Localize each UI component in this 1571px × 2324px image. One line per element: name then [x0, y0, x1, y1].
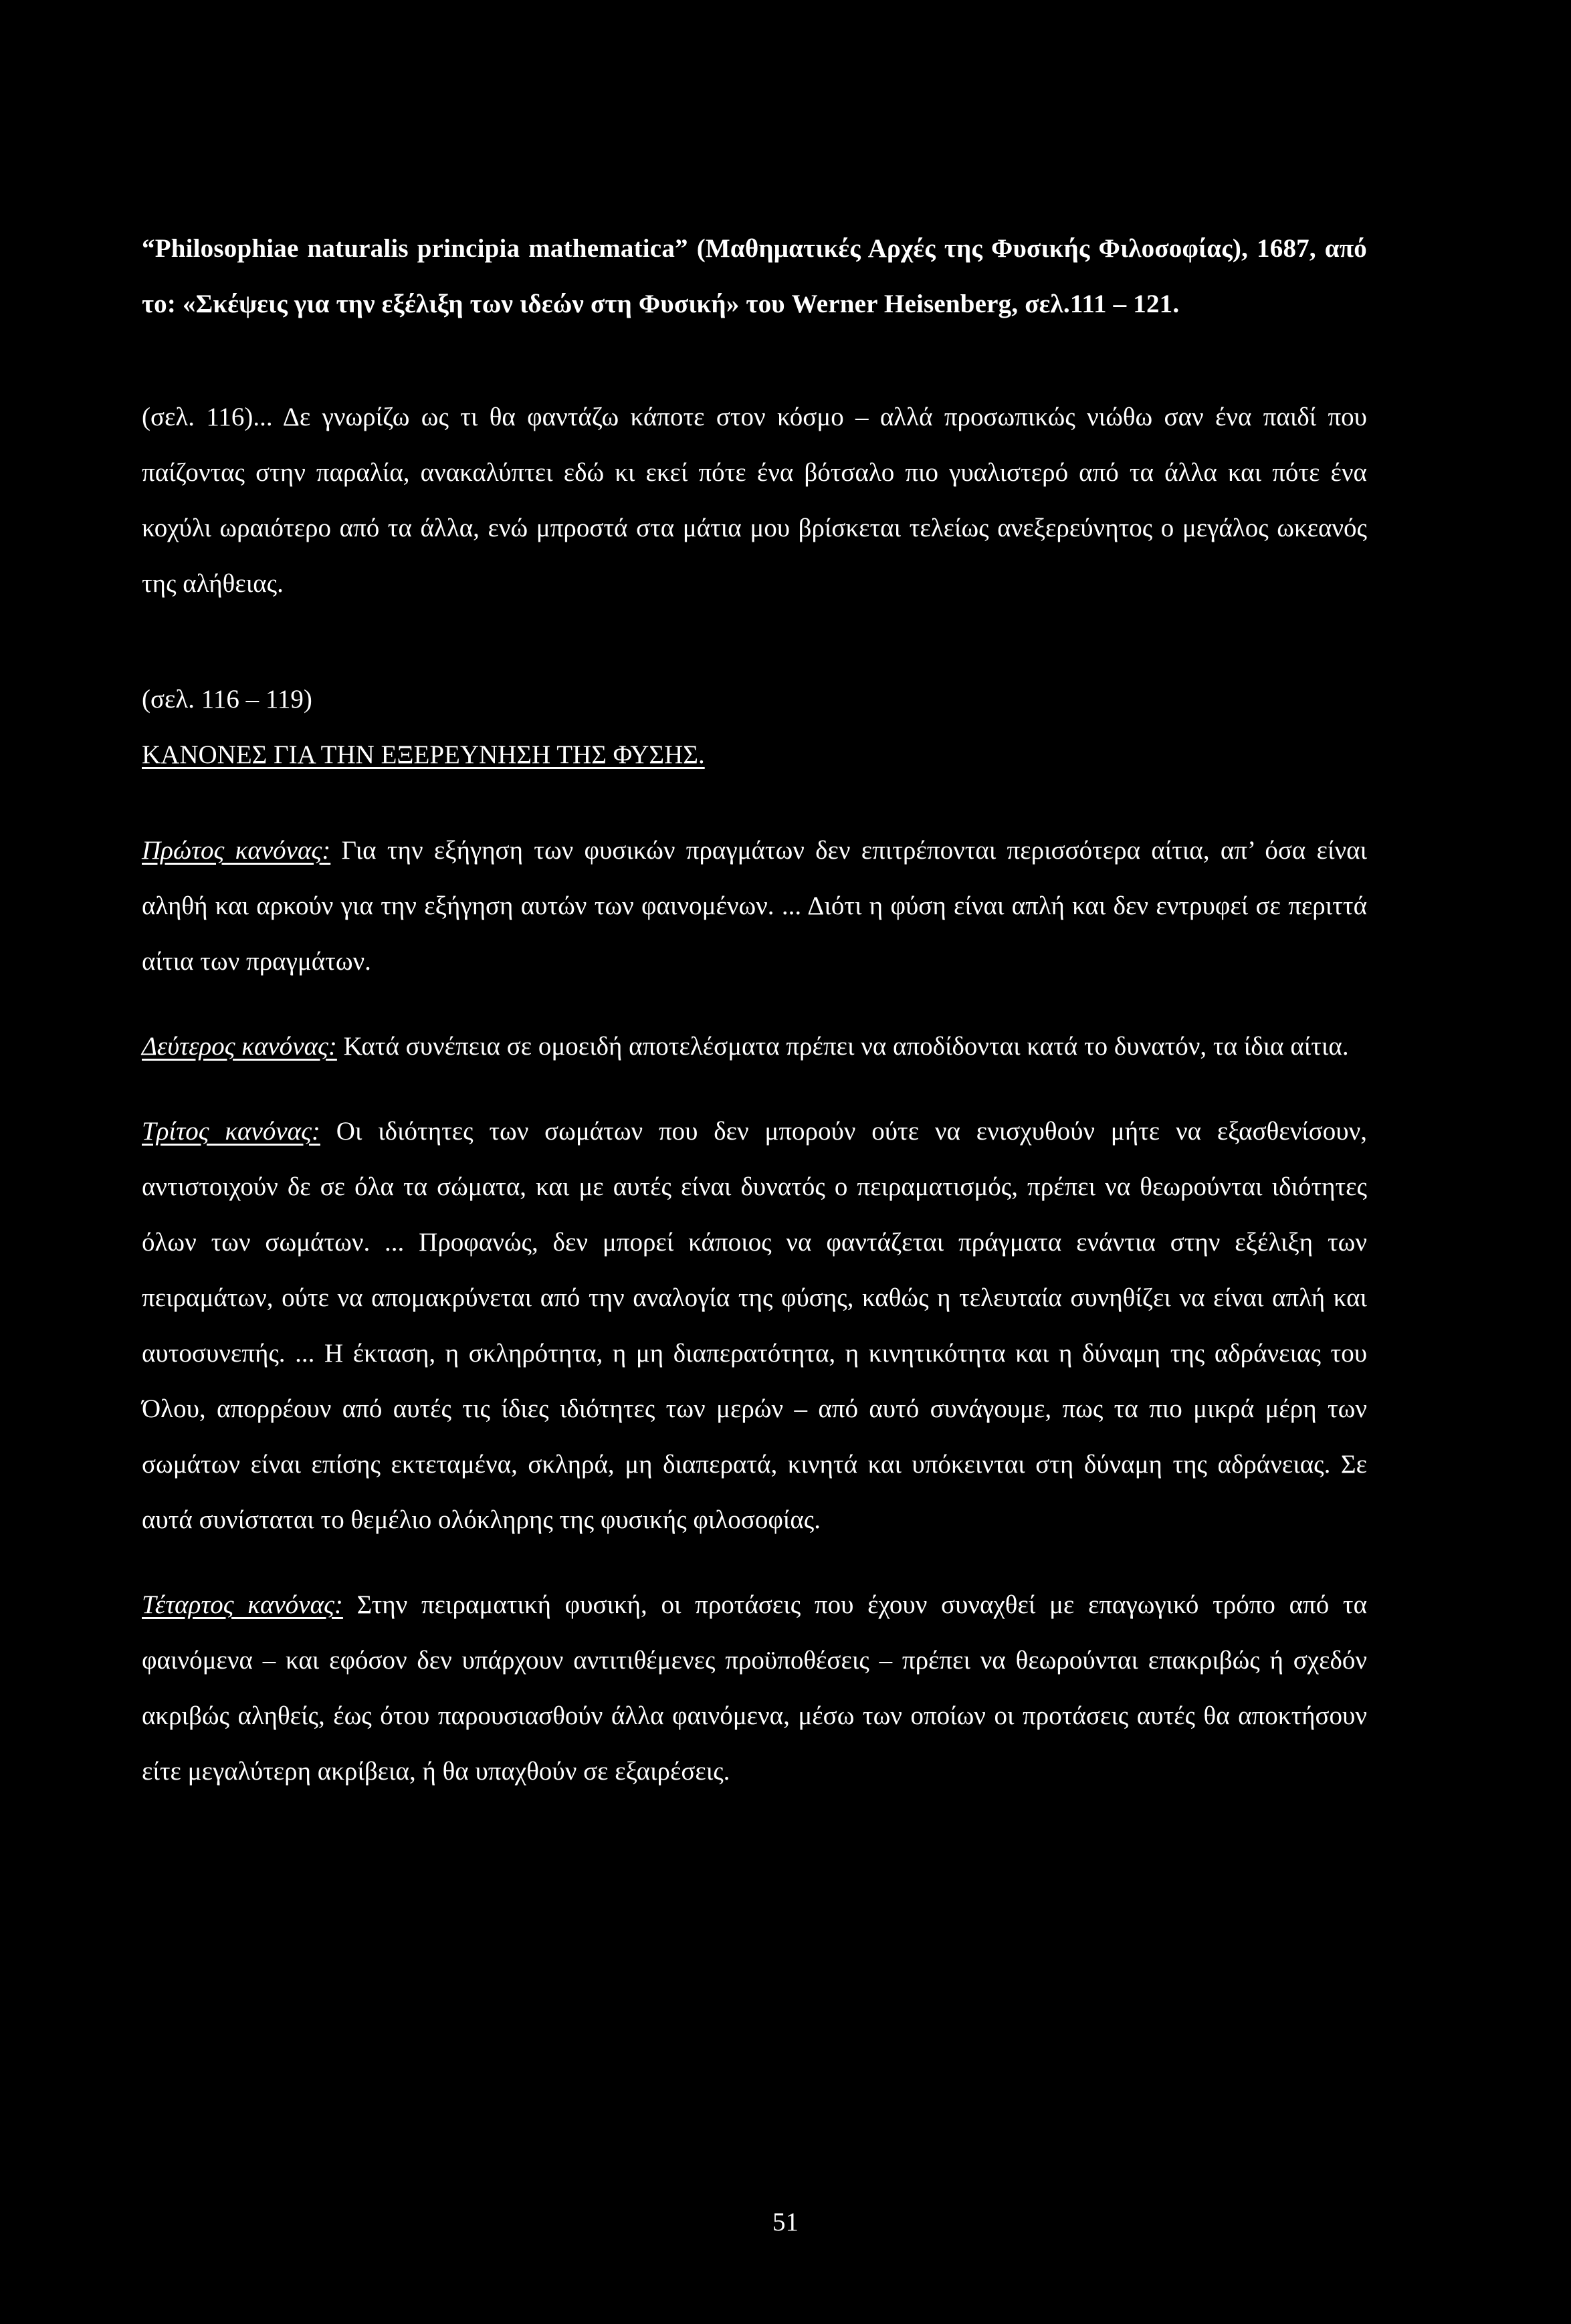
rule-third — [142, 1103, 1367, 1548]
rule-second-text: Κατά συνέπεια σε ομοειδή αποτελέσματα πρέπει να αποδίδονται κατά το δυνατόν, τα ίδια αίτια. — [336, 1032, 1349, 1061]
source-citation: “Philosophiae naturalis principia mathematica” (Μαθηματικές Αρχές της Φυσικής Φιλοσοφίας), 1687, από το: «Σκέψεις για την εξέλιξη των ιδεών στη Φυσική» του Werner Heisenberg, σελ.111 – 121. — [142, 234, 1367, 318]
rule-second — [142, 1019, 1367, 1074]
rule-fourth-text: Στην πειραματική φυσική, οι προτάσεις που έχουν συναχθεί με επαγωγικό τρόπο από τα φαινόμενα – και εφόσον δεν υπάρχουν αντιτιθέμενες προϋποθέσεις – πρέπει να θεωρούνται επακριβώς ή σχεδόν ακριβώς αληθείς, έως ότου παρουσιασθούν άλλα φαινόμενα, μέσω των οποίων οι προτάσεις αυτές θα αποκτήσουν είτε μεγαλύτερη ακρίβεια, ή θα υπαχθούν σε εξαιρέσεις. — [142, 1590, 1367, 1786]
newton-quote: (σελ. 116)... Δε γνωρίζω ως τι θα φαντάζω κάποτε στον κόσμο – αλλά προσωπικώς νιώθω σαν ένα παιδί που παίζοντας στην παραλία, ανακαλύπτει εδώ κι εκεί πότε ένα βότσαλο πιο γυαλιστερό από τα άλλα και πότε ένα κοχύλι ωραιότερο από τα άλλα, ενώ μπροστά στα μάτια μου βρίσκεται τελείως ανεξερεύνητος ο μεγάλος ωκεανός της αλήθειας. — [142, 403, 1367, 598]
rule-fourth-label: Τέταρτος κανόνας: — [142, 1590, 343, 1619]
page-number: 51 — [772, 2208, 799, 2236]
rule-first — [142, 823, 1367, 989]
document-page — [142, 221, 1367, 1799]
rule-first-text: Για την εξήγηση των φυσικών πραγμάτων δεν επιτρέπονται περισσότερα αίτια, απ’ όσα είναι αληθή και αρκούν για την εξήγηση αυτών των φαινομένων. ... Διότι η φύση είναι απλή και δεν εντρυφεί σε περιττά αίτια των πραγμάτων. — [142, 836, 1367, 976]
rules-page-reference: (σελ. 116 – 119) — [142, 685, 312, 714]
rule-fourth — [142, 1577, 1367, 1799]
rule-first-label: Πρώτος κανόνας: — [142, 836, 331, 865]
rules-section-title — [142, 727, 1367, 782]
rule-third-text: Οι ιδιότητες των σωμάτων που δεν μπορούν ούτε να ενισχυθούν μήτε να εξασθενίσουν, αντιστοιχούν δε σε όλα τα σώματα, και με αυτές είναι δυνατός ο πειραματισμός, πρέπει να θεωρούνται ιδιότητες όλων των σωμάτων. ... Προφανώς, δεν μπορεί κάποιος να φαντάζεται πράγματα ενάντια στην εξέλιξη των πειραμάτων, ούτε να απομακρύνεται από την αναλογία της φύσης, καθώς η τελευταία συνηθίζει να είναι απλή και αυτοσυνεπής. ... Η έκταση, η σκληρότητα, η μη διαπερατότητα, η κινητικότητα και η δύναμη της αδράνειας του Όλου, απορρέουν από αυτές τις ίδιες ιδιότητες των μερών – από αυτό συνάγουμε, πως τα πιο μικρά μέρη των σωμάτων είναι επίσης εκτεταμένα, σκληρά, μη διαπερατά, κινητά και υπόκεινται στη δύναμη της αδράνειας. Σε αυτά συνίσταται το θεμέλιο ολόκληρης της φυσικής φιλοσοφίας. — [142, 1117, 1367, 1534]
rule-second-label: Δεύτερος κανόνας: — [142, 1032, 337, 1061]
rules-title-text: ΚΑΝΟΝΕΣ ΓΙΑ ΤΗΝ ΕΞΕΡΕΥΝΗΣΗ ΤΗΣ ΦΥΣΗΣ. — [142, 740, 705, 769]
rule-third-label: Τρίτος κανόνας: — [142, 1117, 320, 1146]
